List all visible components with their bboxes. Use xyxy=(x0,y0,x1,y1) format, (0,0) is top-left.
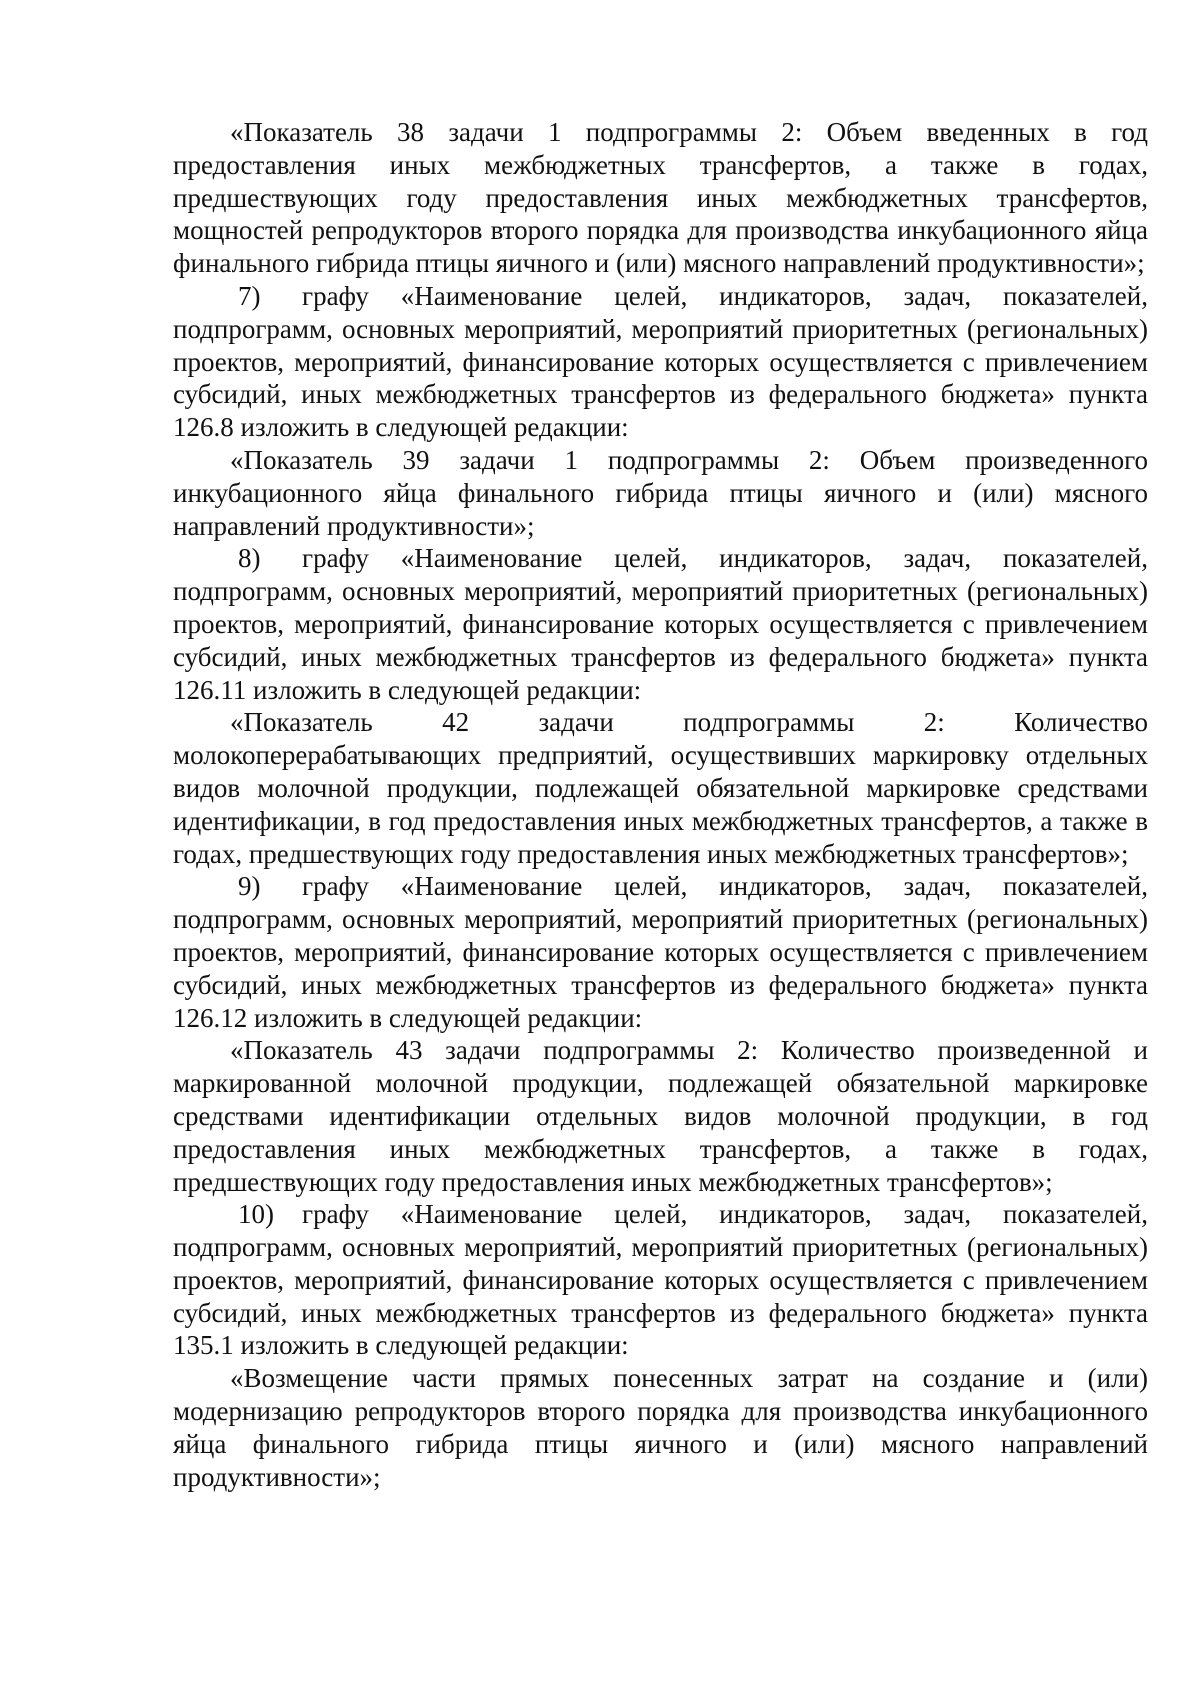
list-item-number: 8) xyxy=(238,543,261,574)
paragraph-reimbursement: «Возмещение части прямых понесенных затрат на создание и (или) модернизацию репродукторов второго порядка для производства инкубационного яйца финального гибрида птицы яичного и (или) мясного направлений продуктивности»; xyxy=(173,1363,1148,1492)
list-item-text: графу «Наименование целей, индикаторов, задач, показателей, подпрограмм, основных мероприятий, мероприятий приоритетных (региональных) проектов, мероприятий, финансирование которых осуществляется с привлечением субсидий, иных межбюджетных трансфертов из федерального бюджета» пункта 126.11 изложить в следующей редакции: xyxy=(173,543,1148,705)
paragraph-indicator-42: «Показатель 42 задачи подпрограммы 2: Количество молокоперерабатывающих предприятий, осуществивших маркировку отдельных видов молочной продукции, подлежащей обязательной маркировке средствами идентификации, в год предоставления иных межбюджетных трансфертов, а также в годах, предшествующих году предоставления иных межбюджетных трансфертов»; xyxy=(173,707,1148,869)
paragraph-indicator-39: «Показатель 39 задачи 1 подпрограммы 2: Объем произведенного инкубационного яйца финального гибрида птицы яичного и (или) мясного направлений продуктивности»; xyxy=(173,444,1148,541)
list-item-number: 9) xyxy=(238,871,261,902)
list-item-10 xyxy=(173,1198,1148,1362)
list-item-8 xyxy=(173,542,1148,706)
list-item-number: 7) xyxy=(238,280,261,311)
list-item-number: 10) xyxy=(238,1199,274,1230)
list-item-text: графу «Наименование целей, индикаторов, задач, показателей, подпрограмм, основных мероприятий, мероприятий приоритетных (региональных) проектов, мероприятий, финансирование которых осуществляется с привлечением субсидий, иных межбюджетных трансфертов из федерального бюджета» пункта 135.1 изложить в следующей редакции: xyxy=(173,1199,1148,1361)
paragraph-indicator-43: «Показатель 43 задачи подпрограммы 2: Количество произведенной и маркированной молочной продукции, подлежащей обязательной маркировке средствами идентификации отдельных видов молочной продукции, в год предоставления иных межбюджетных трансфертов, а также в годах, предшествующих году предоставления иных межбюджетных трансфертов»; xyxy=(173,1035,1148,1197)
document-body xyxy=(173,116,1148,1493)
list-item-9 xyxy=(173,870,1148,1034)
list-item-text: графу «Наименование целей, индикаторов, задач, показателей, подпрограмм, основных мероприятий, мероприятий приоритетных (региональных) проектов, мероприятий, финансирование которых осуществляется с привлечением субсидий, иных межбюджетных трансфертов из федерального бюджета» пункта 126.8 изложить в следующей редакции: xyxy=(173,280,1148,443)
list-item-text: графу «Наименование целей, индикаторов, задач, показателей, подпрограмм, основных мероприятий, мероприятий приоритетных (региональных) проектов, мероприятий, финансирование которых осуществляется с привлечением субсидий, иных межбюджетных трансфертов из федерального бюджета» пункта 126.12 изложить в следующей редакции: xyxy=(173,871,1148,1033)
list-item-7 xyxy=(173,280,1148,444)
paragraph-indicator-38: «Показатель 38 задачи 1 подпрограммы 2: Объем введенных в год предоставления иных межбюджетных трансфертов, а также в годах, предшествующих году предоставления иных межбюджетных трансфертов, мощностей репродукторов второго порядка для производства инкубационного яйца финального гибрида птицы яичного и (или) мясного направлений продуктивности»; xyxy=(173,117,1148,279)
